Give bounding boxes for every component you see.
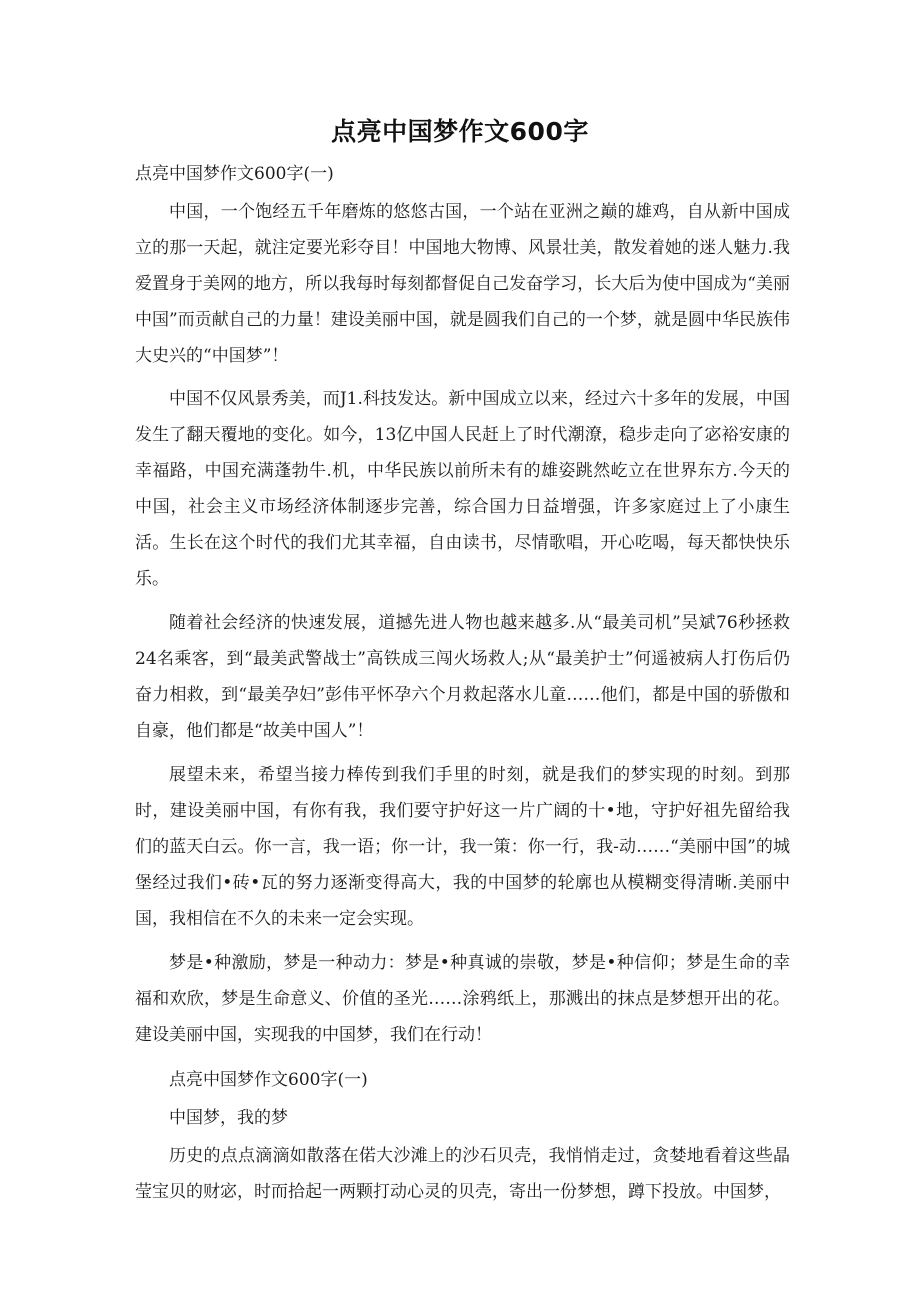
paragraph-4: 展望未来，希望当接力棒传到我们手里的时刻，就是我们的梦实现的时刻。到那时，建设美丽中国，有你有我，我们要守护好这一片广阔的十•地，守护好祖先留给我们的蓝天白云。你一言，我一语；你一计，我一策：你一行，我-动……“美丽中国”的城堡经过我们•砖•瓦的努力逐渐变得高大，我的中国梦的轮廓也从模糊变得清晰.美丽中国，我相信在不久的未来一定会实现。 xyxy=(135,765,790,929)
document-body xyxy=(135,156,790,1210)
section-heading-2: 点亮中国梦作文600字(一) xyxy=(169,1070,368,1090)
document-title: 点亮中国梦作文600字 xyxy=(331,117,589,146)
section-subheading: 中国梦，我的梦 xyxy=(169,1108,288,1128)
paragraph-3: 随着社会经济的快速发展，道撼先进人物也越来越多.从“最美司机”吴斌76秒拯救24名乘客，到“最美武警战士”高铁成三闯火场救人;从“最美护士”何遥被病人打伤后仍奋力相救，到“最美孕妇”彭伟平怀孕六个月救起落水儿童……他们，都是中国的骄傲和自豪，他们都是“故美中国人”！ xyxy=(135,613,790,741)
paragraph-6: 历史的点点滴滴如散落在偌大沙滩上的沙石贝壳，我悄悄走过，贪婪地看着这些晶莹宝贝的财宓，时而拾起一两颗打动心灵的贝壳，寄出一份梦想，蹲下投放。中国梦， xyxy=(135,1146,790,1202)
paragraph-2: 中国不仅风景秀美，而J1.科技发达。新中国成立以来，经过六十多年的发展，中国发生了翻天覆地的变化。如今，13亿中国人民赶上了时代潮潦，稳步走向了宓裕安康的幸福路，中国充满蓬勃牛.机，中华民族以前所未有的雄姿跳然屹立在世界东方.今天的中国，社会主义市场经济体制逐步完善，综合国力日益增强，许多家庭过上了小康生活。生长在这个时代的我们尤其幸福，自由读书，尽情歌唱，开心吃喝，每天都快快乐乐。 xyxy=(135,389,790,589)
paragraph-5: 梦是•种激励，梦是一种动力：梦是•种真诚的崇敬，梦是•种信仰；梦是生命的幸福和欢欣，梦是生命意义、价值的圣光……涂鸦纸上，那溅出的抹点是梦想开出的花。建设美丽中国，实现我的中国梦，我们在行动！ xyxy=(135,953,790,1045)
paragraph-1: 中国，一个饱经五千年磨炼的悠悠古国，一个站在亚洲之巅的雄鸡，自从新中国成立的那一天起，就注定要光彩夺目！中国地大物博、风景壮美，散发着她的迷人魅力.我爱置身于美网的地方，所以我每时每刻都督促自己发奋学习，长大后为使中国成为“美丽中国”而贡献自己的力量！建设美丽中国，就是圆我们自己的一个梦，就是圆中华民族伟大史兴的“中国梦”！ xyxy=(135,202,790,366)
section-heading-1: 点亮中国梦作文600字(一) xyxy=(135,164,334,184)
